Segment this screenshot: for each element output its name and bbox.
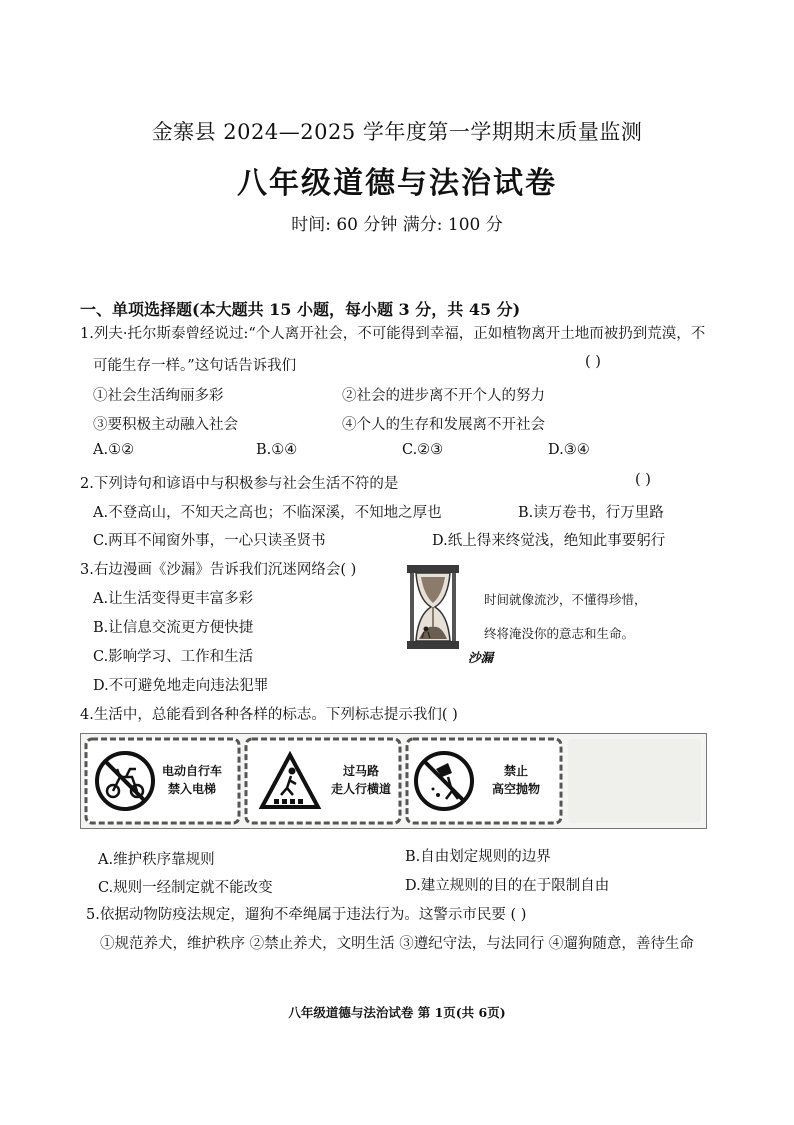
option-a: A.①② xyxy=(93,442,135,458)
sign-no-throwing xyxy=(407,739,561,823)
sign3-line1: 禁止 xyxy=(503,764,529,778)
option-c: C.影响学习、工作和生活 xyxy=(93,649,254,665)
hourglass-icon xyxy=(404,563,462,651)
question-5-stem: 5.依据动物防疫法规定，遛狗不牵绳属于违法行为。这警示市民要 ( ) xyxy=(86,907,527,923)
statement: ②社会的进步离不开个人的努力 xyxy=(342,388,545,404)
option-c: C.两耳不闻窗外事，一心只读圣贤书 xyxy=(93,533,326,549)
cartoon-label: 沙漏 xyxy=(468,650,494,665)
option-d: D.不可避免地走向违法犯罪 xyxy=(93,678,269,694)
option-d: D.③④ xyxy=(548,442,590,458)
option-a: A.不登高山，不知天之高也；不临深溪，不知地之厚也 xyxy=(93,505,442,521)
option-b: B.读万卷书，行万里路 xyxy=(518,505,664,521)
option-b: B.自由划定规则的边界 xyxy=(405,849,551,865)
sign-crosswalk xyxy=(246,739,400,823)
sign-no-ebike xyxy=(86,739,239,823)
sign3-line2: 高空抛物 xyxy=(491,782,541,796)
section-heading: 一、单项选择题(本大题共 15 小题，每小题 3 分，共 45 分) xyxy=(80,300,521,319)
option-c: C.②③ xyxy=(402,442,444,458)
exam-meta: 时间: 60 分钟 满分: 100 分 xyxy=(291,215,503,235)
exam-title-line1: 金寨县 2024—2025 学年度第一学期期末质量监测 xyxy=(151,120,643,144)
sign1-line2: 禁入电梯 xyxy=(167,782,217,796)
page-footer: 八年级道德与法治试卷 第 1页(共 6页) xyxy=(288,1005,506,1020)
answer-paren: ( ) xyxy=(585,354,601,370)
option-c: C.规则一经制定就不能改变 xyxy=(98,880,273,896)
question-1-stem-line2: 可能生存一样。”这句话告诉我们 xyxy=(93,358,297,374)
signs-panel xyxy=(80,733,707,829)
question-3-stem: 3.右边漫画《沙漏》告诉我们沉迷网络会( ) xyxy=(80,562,357,578)
option-b: B.让信息交流更方便快捷 xyxy=(93,620,254,636)
question-5-statements: ①规范养犬，维护秩序 ②禁止养犬，文明生活 ③遵纪守法，与法同行 ④遛狗随意，善待生命 xyxy=(100,936,694,952)
sign2-line1: 过马路 xyxy=(342,764,380,778)
cartoon-caption-line2: 终将淹没你的意志和生命。 xyxy=(484,626,635,641)
answer-paren: ( ) xyxy=(635,472,651,488)
statement: ④个人的生存和发展离不开社会 xyxy=(342,417,545,433)
sign2-line2: 走人行横道 xyxy=(330,782,392,796)
no-ebike-icon xyxy=(97,753,153,809)
cartoon-caption-line1: 时间就像流沙，不懂得珍惜， xyxy=(484,592,647,607)
option-d: D.纸上得来终觉浅，绝知此事要躬行 xyxy=(432,533,666,549)
option-d: D.建立规则的目的在于限制自由 xyxy=(405,878,610,894)
statement: ③要积极主动融入社会 xyxy=(93,417,238,433)
option-a: A.让生活变得更丰富多彩 xyxy=(93,591,254,607)
statement: ①社会生活绚丽多彩 xyxy=(93,388,224,404)
exam-title: 八年级道德与法治试卷 xyxy=(237,166,557,201)
sign1-line1: 电动自行车 xyxy=(161,764,223,778)
question-4-stem: 4.生活中，总能看到各种各样的标志。下列标志提示我们( ) xyxy=(80,707,458,723)
hourglass-cartoon xyxy=(404,563,462,651)
no-throwing-icon xyxy=(416,753,472,809)
option-b: B.①④ xyxy=(256,442,298,458)
question-1-stem-line1: 1.列夫·托尔斯泰曾经说过:“个人离开社会，不可能得到幸福，正如植物离开土地而被扔到荒漠，不 xyxy=(80,326,706,342)
question-2-stem: 2.下列诗句和谚语中与积极参与社会生活不符的是 xyxy=(80,476,399,492)
option-a: A.维护秩序靠规则 xyxy=(98,852,215,868)
